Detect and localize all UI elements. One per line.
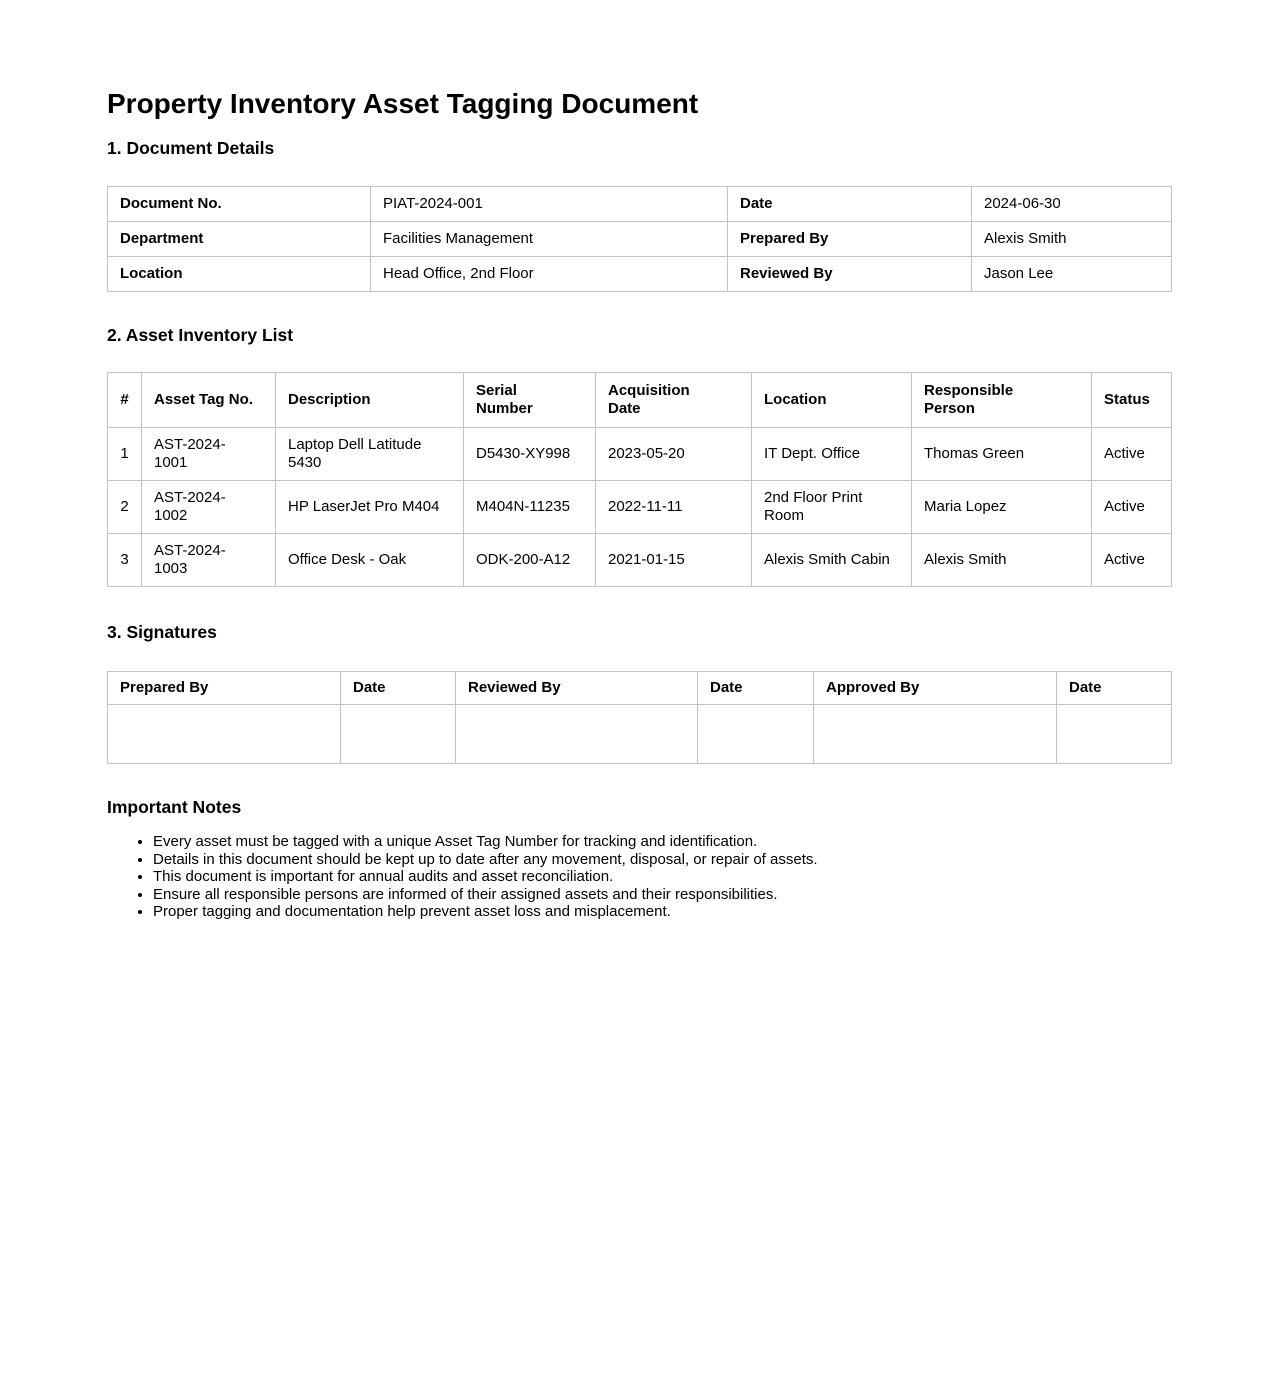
- note-item: • Every asset must be tagged with a unique Asset Tag Number for tracking and identification.: [153, 833, 1171, 851]
- signature-space-date-3: [1057, 705, 1172, 764]
- section-heading-signatures: 3. Signatures: [107, 622, 217, 642]
- section-heading-asset-inventory: 2. Asset Inventory List: [107, 325, 294, 345]
- detail-label-location: Location: [108, 257, 371, 292]
- section-heading-important-notes: Important Notes: [107, 797, 242, 817]
- detail-label-department: Department: [108, 222, 371, 257]
- section-heading-document-details: 1. Document Details: [107, 138, 275, 158]
- asset-inventory-table: [107, 372, 1172, 587]
- cell-description: Laptop Dell Latitude 5430: [276, 428, 464, 481]
- cell-row-number: 2: [108, 481, 142, 534]
- detail-value-document-no: PIAT-2024-001: [371, 187, 728, 222]
- cell-status: Active: [1092, 428, 1172, 481]
- column-header-serial-number: Serial Number: [464, 373, 596, 428]
- signature-space-date-1: [341, 705, 456, 764]
- cell-asset-tag: AST-2024-1002: [142, 481, 276, 534]
- cell-acquisition-date: 2022-11-11: [596, 481, 752, 534]
- cell-asset-tag: AST-2024-1003: [142, 534, 276, 587]
- signature-header-prepared-by: Prepared By: [108, 672, 341, 705]
- detail-value-prepared-by: Alexis Smith: [972, 222, 1172, 257]
- cell-description: Office Desk - Oak: [276, 534, 464, 587]
- detail-label-reviewed-by: Reviewed By: [728, 257, 972, 292]
- signature-space-prepared-by: [108, 705, 341, 764]
- column-header-asset-tag: Asset Tag No.: [142, 373, 276, 428]
- cell-responsible-person: Maria Lopez: [912, 481, 1092, 534]
- asset-row: [108, 428, 1172, 481]
- cell-description: HP LaserJet Pro M404: [276, 481, 464, 534]
- document-page: [107, 88, 1171, 1388]
- detail-label-date: Date: [728, 187, 972, 222]
- detail-value-date: 2024-06-30: [972, 187, 1172, 222]
- note-item: • Proper tagging and documentation help prevent asset loss and misplacement.: [153, 903, 1171, 921]
- signature-space-date-2: [698, 705, 814, 764]
- cell-serial-number: M404N-11235: [464, 481, 596, 534]
- signature-header-date-2: Date: [698, 672, 814, 705]
- signature-header-date-1: Date: [341, 672, 456, 705]
- cell-serial-number: ODK-200-A12: [464, 534, 596, 587]
- detail-label-document-no: Document No.: [108, 187, 371, 222]
- cell-location: Alexis Smith Cabin: [752, 534, 912, 587]
- note-item: • This document is important for annual audits and asset reconciliation.: [153, 868, 1171, 886]
- detail-value-reviewed-by: Jason Lee: [972, 257, 1172, 292]
- detail-label-prepared-by: Prepared By: [728, 222, 972, 257]
- column-header-acquisition-date: Acquisition Date: [596, 373, 752, 428]
- table-row: [108, 187, 1172, 222]
- signature-space-reviewed-by: [456, 705, 698, 764]
- important-notes-list: [107, 833, 1171, 921]
- table-row: [108, 222, 1172, 257]
- asset-header-row: [108, 373, 1172, 428]
- column-header-location: Location: [752, 373, 912, 428]
- cell-responsible-person: Thomas Green: [912, 428, 1092, 481]
- signatures-table: [107, 671, 1172, 764]
- column-header-responsible-person: Responsible Person: [912, 373, 1092, 428]
- asset-row: [108, 481, 1172, 534]
- signature-blank-row: [108, 705, 1172, 764]
- asset-row: [108, 534, 1172, 587]
- column-header-status: Status: [1092, 373, 1172, 428]
- cell-status: Active: [1092, 481, 1172, 534]
- column-header-description: Description: [276, 373, 464, 428]
- note-item: • Ensure all responsible persons are informed of their assigned assets and their responsibilities.: [153, 886, 1171, 904]
- note-item: • Details in this document should be kept up to date after any movement, disposal, or repair of assets.: [153, 851, 1171, 869]
- cell-status: Active: [1092, 534, 1172, 587]
- cell-acquisition-date: 2023-05-20: [596, 428, 752, 481]
- page-title: Property Inventory Asset Tagging Document: [107, 88, 699, 119]
- detail-value-location: Head Office, 2nd Floor: [371, 257, 728, 292]
- cell-row-number: 3: [108, 534, 142, 587]
- signature-header-row: [108, 672, 1172, 705]
- signature-space-approved-by: [814, 705, 1057, 764]
- cell-location: 2nd Floor Print Room: [752, 481, 912, 534]
- cell-asset-tag: AST-2024-1001: [142, 428, 276, 481]
- cell-responsible-person: Alexis Smith: [912, 534, 1092, 587]
- cell-serial-number: D5430-XY998: [464, 428, 596, 481]
- signature-header-reviewed-by: Reviewed By: [456, 672, 698, 705]
- cell-acquisition-date: 2021-01-15: [596, 534, 752, 587]
- cell-row-number: 1: [108, 428, 142, 481]
- cell-location: IT Dept. Office: [752, 428, 912, 481]
- detail-value-department: Facilities Management: [371, 222, 728, 257]
- signature-header-approved-by: Approved By: [814, 672, 1057, 705]
- document-details-table: [107, 186, 1172, 292]
- column-header-number: #: [108, 373, 142, 428]
- table-row: [108, 257, 1172, 292]
- signature-header-date-3: Date: [1057, 672, 1172, 705]
